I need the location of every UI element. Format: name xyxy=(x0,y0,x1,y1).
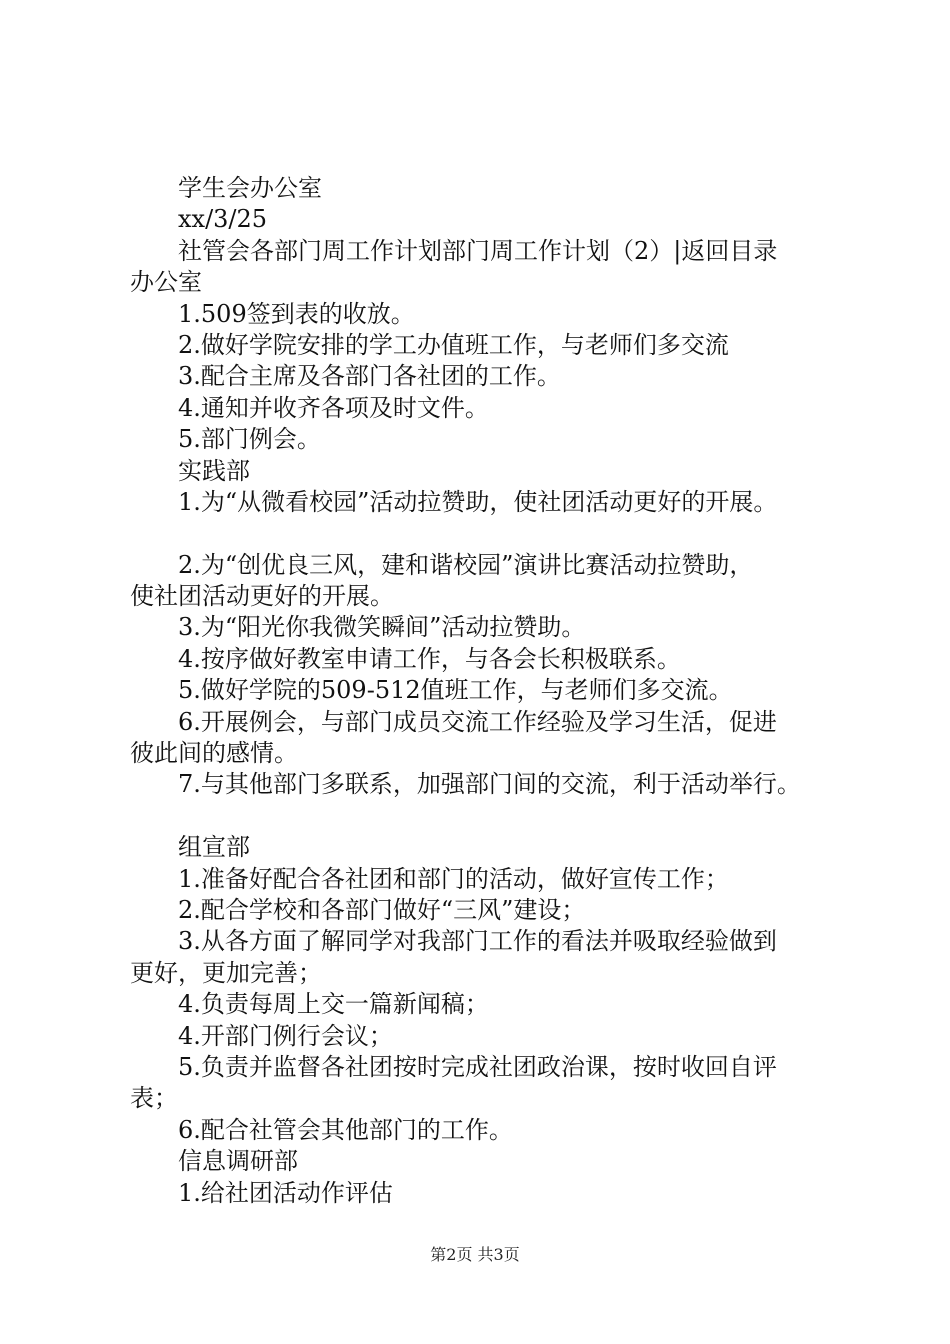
text-line: 1.准备好配合各社团和部门的活动，做好宣传工作； xyxy=(178,864,729,893)
text-line: 学生会办公室 xyxy=(178,174,322,202)
document-body xyxy=(130,173,850,1209)
text-line: 7.与其他部门多联系，加强部门间的交流，利于活动举行。 xyxy=(178,770,801,799)
blank-line xyxy=(130,801,850,832)
text-line: 6.配合社管会其他部门的工作。 xyxy=(178,1115,513,1144)
text-line: 3.为“阳光你我微笑瞬间”活动拉赞助。 xyxy=(178,613,586,642)
text-line: 1.为“从微看校园”活动拉赞助，使社团活动更好的开展。 xyxy=(178,487,778,516)
text-line: 办公室 xyxy=(130,268,202,297)
text-line: 3.配合主席及各部门各社团的工作。 xyxy=(178,362,561,391)
text-line: 使社团活动更好的开展。 xyxy=(130,582,394,611)
text-line: 3.从各方面了解同学对我部门工作的看法并吸取经验做到 xyxy=(178,927,777,956)
text-line: 2.做好学院安排的学工办值班工作，与老师们多交流 xyxy=(178,330,729,359)
page-footer: 第2页 共3页 xyxy=(430,1245,520,1264)
text-line: 社管会各部门周工作计划部门周工作计划（2）|返回目录 xyxy=(178,236,778,265)
text-line: 4.负责每周上交一篇新闻稿； xyxy=(178,990,489,1019)
text-line: 4.按序做好教室申请工作，与各会长积极联系。 xyxy=(178,644,681,673)
text-line: 信息调研部 xyxy=(178,1147,298,1176)
text-line: 表； xyxy=(130,1084,178,1113)
text-line: 5.负责并监督各社团按时完成社团政治课，按时收回自评 xyxy=(178,1052,777,1081)
text-line: 2.为“创优良三风，建和谐校园”演讲比赛活动拉赞助， xyxy=(178,550,754,579)
text-line: 4.通知并收齐各项及时文件。 xyxy=(178,393,489,422)
text-line: 1.给社团活动作评估 xyxy=(178,1178,393,1207)
text-line: 组宣部 xyxy=(178,833,250,862)
text-line: 4.开部门例行会议； xyxy=(178,1021,393,1050)
text-line: 5.做好学院的509-512值班工作，与老师们多交流。 xyxy=(178,676,733,705)
text-line: 5.部门例会。 xyxy=(178,425,321,454)
text-line: xx/3/25 xyxy=(178,205,268,234)
text-line: 更好，更加完善； xyxy=(130,958,322,987)
text-line: 2.配合学校和各部门做好“三风”建设； xyxy=(178,895,586,924)
text-line: 彼此间的感情。 xyxy=(130,739,298,768)
text-line: 实践部 xyxy=(178,456,250,485)
blank-line xyxy=(130,518,850,549)
text-line: 6.开展例会，与部门成员交流工作经验及学习生活，促进 xyxy=(178,707,777,736)
text-line: 1.509签到表的收放。 xyxy=(178,299,415,328)
